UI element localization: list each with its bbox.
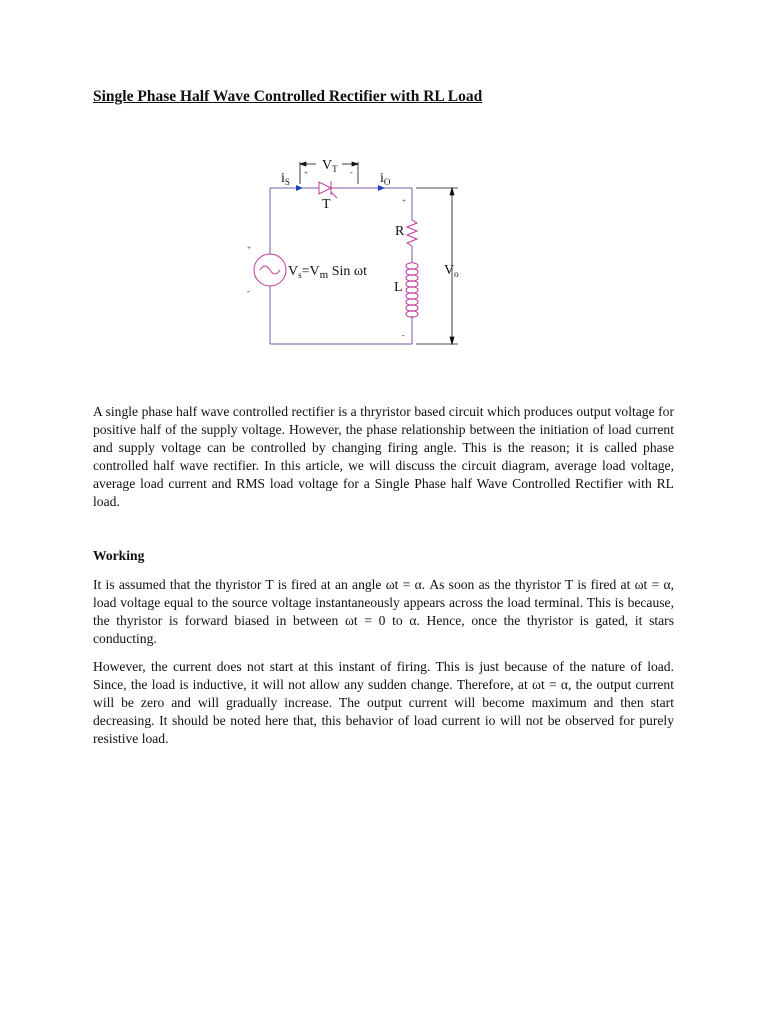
- ac-source-icon: [254, 254, 286, 286]
- source-plus-sign: +: [247, 244, 251, 252]
- load-minus-sign: -: [402, 331, 405, 340]
- circuit-diagram: [240, 148, 480, 358]
- vt-plus-sign: +: [304, 169, 308, 177]
- io-label: $i_O$: [380, 171, 391, 187]
- thyristor-label: T: [322, 197, 331, 212]
- inductor-label: L: [394, 280, 403, 295]
- source-equation: $V_s=V_m$ Sin ωt: [288, 264, 367, 281]
- load-plus-sign: +: [402, 197, 406, 205]
- vt-minus-sign: -: [350, 168, 353, 177]
- vo-label: $V_o$: [444, 263, 459, 279]
- is-arrow-icon: [296, 185, 303, 191]
- source-minus-sign: -: [247, 287, 250, 296]
- is-label: $i_S$: [281, 171, 290, 187]
- inductor-icon: [406, 263, 418, 317]
- page-title: Single Phase Half Wave Controlled Rectifier with RL Load: [93, 88, 483, 105]
- working-heading: Working: [93, 548, 145, 563]
- intro-paragraph: A single phase half wave controlled rectifier is a thryristor based circuit which produces output voltage for positive half of the supply voltage. However, the phase relationship between the initiation of load current and supply voltage can be controlled by changing firing angle. This is the reason; it is called phase controlled half wave rectifier. In this article, we will discuss the circuit diagram, average load voltage, average load current and RMS load voltage for a Single Phase half Wave Controlled Rectifier with RL load.: [93, 404, 674, 510]
- resistor-icon: [407, 220, 417, 246]
- working-paragraph-2: However, the current does not start at this instant of firing. This is just because of the nature of load. Since, the load is inductive, it will not allow any sudden change. Therefore, at ωt = α, the output current will be zero and will gradually increase. The output current will become maximum and then start decreasing. It should be noted here that, this behavior of load current io will not be observed for purely resistive load.: [93, 659, 674, 747]
- resistor-label: R: [395, 224, 405, 239]
- vt-label: $V_T$: [322, 158, 338, 174]
- working-paragraph-1: It is assumed that the thyristor T is fired at an angle ωt = α. As soon as the thyristor T is fired at ωt = α, load voltage equal to the source voltage instantaneously appears across the load terminal. This is because, the thyristor is forward biased in between ωt = 0 to α. Hence, once the thyristor is gated, it stars conducting.: [93, 577, 674, 647]
- thyristor-symbol: [319, 181, 337, 198]
